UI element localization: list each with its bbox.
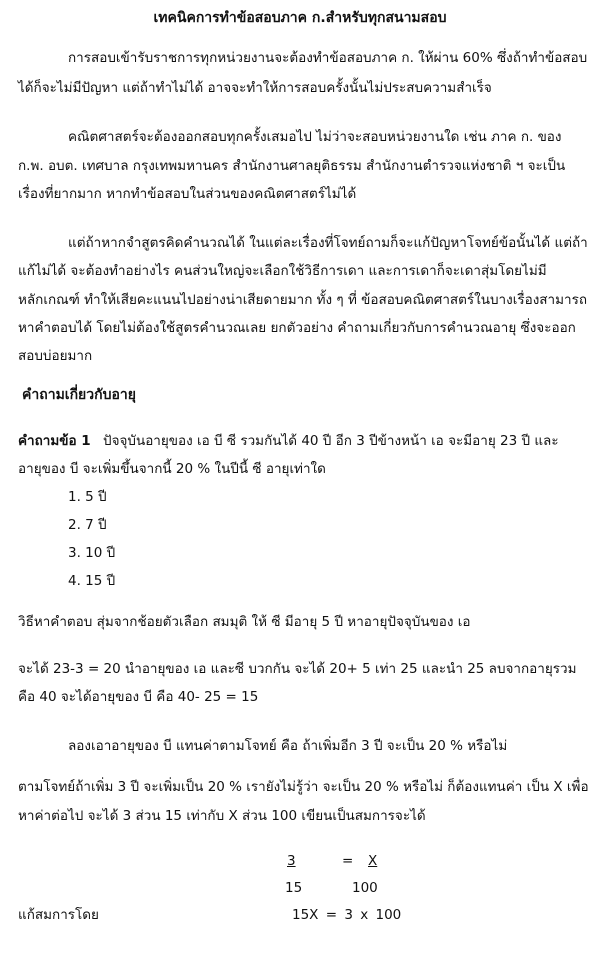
paragraph-1-line-1: การสอบเข้ารับราชการทุกหน่วยงานจะต้องทำข้อสอบภาค ก. ให้ผ่าน 60% ซึ่งถ้าทำข้อสอบ bbox=[68, 50, 588, 66]
solution-line-5: ตามโจทย์ถ้าเพิ่ม 3 ปี จะเพิ่มเป็น 20 % เรายังไม่รู้ว่า จะเป็น 20 % หรือไม่ ก็ต้องแทนค่า เป็น X เพื่อ bbox=[18, 779, 589, 795]
paragraph-3-line-1: แต่ถ้าหากจำสูตรคิดคำนวณได้ ในแต่ละเรื่องที่โจทย์ถามก็จะแก้ปัญหาโจทย์ข้อนั้นได้ แต่ถ้า bbox=[68, 235, 588, 251]
solution-line-1: วิธีหาคำตอบ สุ่มจากช้อยตัวเลือก สมมุติ ให้ ซี มีอายุ 5 ปี หาอายุปัจจุบันของ เอ bbox=[18, 614, 471, 630]
paragraph-2-line-2: ก.พ. อบต. เทศบาล กรุงเทพมหานคร สำนักงานศาลยุติธรรม สำนักงานตำรวจแห่งชาติ ฯ จะเป็น bbox=[18, 158, 566, 174]
question-line-2: อายุของ บี จะเพิ่มขึ้นจากนี้ 20 % ในปีนี้ ซี อายุเท่าใด bbox=[18, 461, 326, 477]
choice-4: 4. 15 ปี bbox=[68, 573, 116, 589]
paragraph-1-line-2: ได้ก็จะไม่มีปัญหา แต่ถ้าทำไม่ได้ อาจจะทำให้การสอบครั้งนั้นไม่ประสบความสำเร็จ bbox=[18, 80, 492, 96]
choice-2: 2. 7 ปี bbox=[68, 517, 107, 533]
choice-1: 1. 5 ปี bbox=[68, 489, 107, 505]
equation-denominator-left: 15 bbox=[285, 880, 303, 896]
paragraph-2-line-3: เรื่องที่ยากมาก หากทำข้อสอบในส่วนของคณิตศาสตร์ไม่ได้ bbox=[18, 186, 357, 202]
equation-denominator-right: 100 bbox=[352, 880, 378, 896]
solution-line-2: จะได้ 23-3 = 20 นำอายุของ เอ และซี บวกกัน จะได้ 20+ 5 เท่า 25 และนำ 25 ลบจากอายุรวม bbox=[18, 661, 577, 677]
question-text-1: ปัจจุบันอายุของ เอ บี ซี รวมกันได้ 40 ปี อีก 3 ปีข้างหน้า เอ จะมีอายุ 23 ปี และ bbox=[103, 433, 559, 449]
paragraph-2-line-1: คณิตศาสตร์จะต้องออกสอบทุกครั้งเสมอไป ไม่ว่าจะสอบหน่วยงานใด เช่น ภาค ก. ของ bbox=[68, 129, 562, 145]
solve-label: แก้สมการโดย bbox=[18, 907, 99, 923]
section-heading: คำถามเกี่ยวกับอายุ bbox=[22, 387, 136, 403]
solution-line-3: คือ 40 จะได้อายุของ บี คือ 40- 25 = 15 bbox=[18, 689, 259, 705]
paragraph-3-line-5: สอบบ่อยมาก bbox=[18, 348, 93, 364]
paragraph-3-line-2: แก้ไม่ได้ จะต้องทำอย่างไร คนส่วนใหญ่จะเลือกใช้วิธีการเดา และการเดาก็จะเดาสุ่มโดยไม่มี bbox=[18, 263, 547, 279]
equation-numerator-right: X bbox=[368, 853, 378, 869]
paragraph-3-line-3: หลักเกณฑ์ ทำให้เสียคะแนนไปอย่างน่าเสียดายมาก ทั้ง ๆ ที่ ข้อสอบคณิตศาสตร์ในบางเรื่องสามารถ bbox=[18, 292, 588, 308]
question-line-1 bbox=[18, 432, 559, 450]
solution-line-6: หาค่าต่อไป จะได้ 3 ส่วน 15 เท่ากับ X ส่วน 100 เขียนเป็นสมการจะได้ bbox=[18, 808, 426, 824]
equation-numerator-left: 3 bbox=[287, 853, 296, 869]
equation-equals: = bbox=[342, 853, 354, 869]
paragraph-3-line-4: หาคำตอบได้ โดยไม่ต้องใช้สูตรคำนวณเลย ยกตัวอย่าง คำถามเกี่ยวกับการคำนวณอายุ ซึ่งจะออก bbox=[18, 320, 576, 336]
choice-3: 3. 10 ปี bbox=[68, 545, 116, 561]
solve-expression: 15X = 3 x 100 bbox=[292, 907, 402, 923]
question-label: คำถามข้อ 1 bbox=[18, 433, 91, 449]
solution-line-4: ลองเอาอายุของ บี แทนค่าตามโจทย์ คือ ถ้าเพิ่มอีก 3 ปี จะเป็น 20 % หรือไม่ bbox=[68, 738, 508, 754]
page-title: เทคนิคการทำข้อสอบภาค ก.สำหรับทุกสนามสอบ bbox=[153, 10, 447, 26]
